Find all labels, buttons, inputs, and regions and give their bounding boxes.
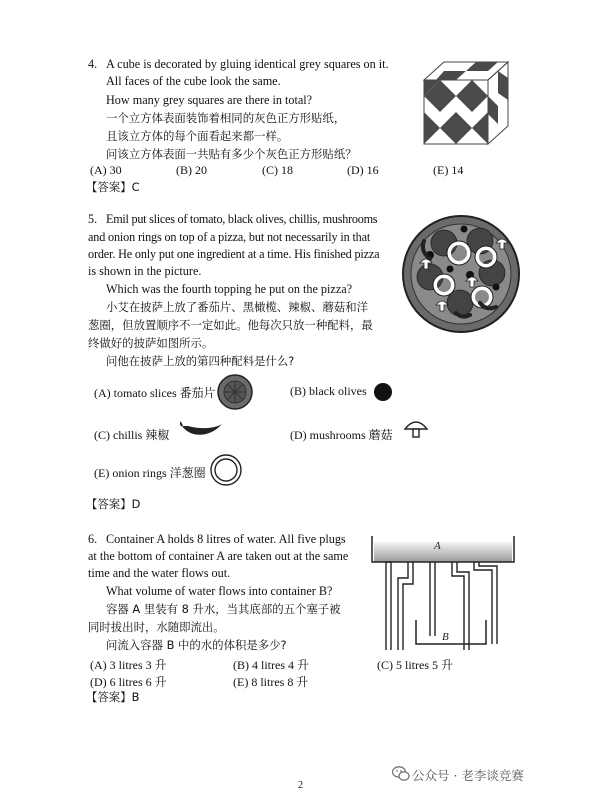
- q6-text-cn-1: 容器 A 里装有 8 升水，当其底部的五个塞子被: [106, 602, 341, 616]
- q5-answer: 【答案】D: [86, 497, 141, 511]
- q5-option-c: (C) chillis 辣椒: [94, 428, 170, 442]
- q4-option-d: (D) 16: [347, 163, 379, 177]
- q5-text-en-1: Emil put slices of tomato, black olives, chillis, mushrooms: [106, 212, 378, 226]
- q6-option-e: (E) 8 litres 8 升: [233, 675, 309, 689]
- q6-option-d: (D) 6 litres 6 升: [90, 675, 167, 689]
- q4-text-en-1: A cube is decorated by gluing identical grey squares on it.: [106, 57, 389, 71]
- q5-text-en-3: order. He only put one ingredient at a time. His finished pizza: [88, 247, 380, 261]
- q6-text-en-1: Container A holds 8 litres of water. All five plugs: [106, 532, 346, 546]
- container-b-label: B: [442, 631, 449, 643]
- q6-text-en-3: time and the water flows out.: [88, 566, 231, 580]
- q6-answer: 【答案】B: [86, 690, 140, 704]
- q5-number: 5.: [88, 212, 98, 226]
- q5-text-en-5: Which was the fourth topping he put on the pizza?: [106, 282, 353, 296]
- q6-text-en-4: What volume of water flows into container B?: [106, 584, 333, 598]
- q4-cube-figure: [418, 56, 514, 152]
- q4-option-e: (E) 14: [433, 163, 464, 177]
- q5-text-cn-1: 小艾在披萨上放了番茄片、黑橄榄、辣椒、蘑菇和洋: [106, 300, 368, 314]
- black-olive-icon: [373, 382, 393, 402]
- onion-ring-icon: [209, 453, 243, 487]
- q5-option-b: (B) black olives: [290, 384, 367, 398]
- q4-text-en-3: How many grey squares are there in total?: [106, 93, 313, 107]
- q6-option-c: (C) 5 litres 5 升: [377, 658, 453, 672]
- q6-text-en-2: at the bottom of container A are taken out at the same: [88, 549, 349, 563]
- q6-text-cn-2: 同时拔出时，水随即流出。: [88, 620, 225, 634]
- q4-option-c: (C) 18: [262, 163, 293, 177]
- tomato-slice-icon: [216, 373, 254, 411]
- q5-option-d: (D) mushrooms 蘑菇: [290, 428, 393, 442]
- q6-option-b: (B) 4 litres 4 升: [233, 658, 309, 672]
- q4-option-a: (A) 30: [90, 163, 122, 177]
- watermark: 公众号 · 老李谈竞赛: [412, 768, 524, 783]
- q5-text-cn-3: 终做好的披萨如图所示。: [88, 336, 214, 350]
- q5-text-en-4: is shown in the picture.: [88, 264, 202, 278]
- q4-number: 4.: [88, 57, 98, 71]
- q4-text-en-2: All faces of the cube look the same.: [106, 74, 281, 88]
- q5-option-a: (A) tomato slices 番茄片: [94, 386, 216, 400]
- q5-text-cn-2: 葱圈，但放置顺序不一定如此。他每次只放一种配料，最: [88, 318, 373, 332]
- q5-text-cn-4: 问他在披萨上放的第四种配料是什么?: [106, 354, 295, 368]
- q6-option-a: (A) 3 litres 3 升: [90, 658, 167, 672]
- q5-text-en-2: and onion rings on top of a pizza, but not necessarily in that: [88, 230, 371, 244]
- q5-option-e: (E) onion rings 洋葱圈: [94, 466, 206, 480]
- q6-number: 6.: [88, 532, 98, 546]
- container-a-label: A: [434, 540, 441, 552]
- wechat-icon: [392, 766, 410, 782]
- q4-text-cn-1: 一个立方体表面装饰着相同的灰色正方形贴纸，: [106, 111, 346, 125]
- q5-pizza-figure: [400, 213, 522, 335]
- page-number: 2: [298, 780, 303, 791]
- q4-text-cn-2: 且该立方体的每个面看起来都一样。: [106, 129, 289, 143]
- mushroom-icon: [403, 418, 429, 440]
- q6-containers-figure: [368, 532, 518, 650]
- q4-answer: 【答案】C: [86, 180, 140, 194]
- q6-text-cn-3: 问流入容器 B 中的水的体积是多少?: [106, 638, 287, 652]
- chilli-icon: [180, 420, 224, 442]
- q4-option-b: (B) 20: [176, 163, 207, 177]
- q4-text-cn-3: 问该立方体表面一共贴有多少个灰色正方形贴纸？: [106, 147, 357, 161]
